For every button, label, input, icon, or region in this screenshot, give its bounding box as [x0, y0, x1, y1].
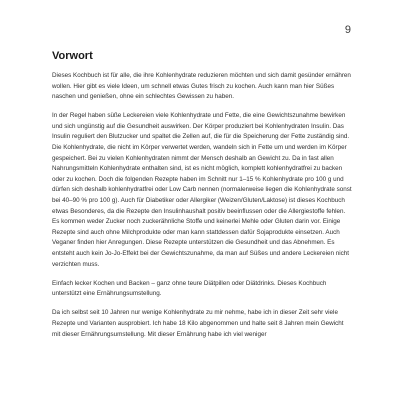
paragraph-intro: Dieses Kochbuch ist für alle, die ihre Kohlenhydrate reduzieren möchten und sich damit gesünder ernähren wollen. Hier gibt es viele Ideen, um schnell etwas Gutes frisch zu kochen. Auch kann man hier Süßes naschen und genießen, ohne ein schlechtes Gewissen zu haben.	[52, 72, 351, 101]
paragraph-carbohydrates: In der Regel haben süße Leckereien viele Kohlenhydrate und Fette, die eine Gewichtszunahme bewirken und sich ungünstig auf die Gesundheit auswirken. Der Körper produziert bei Kohlenhydraten Insulin. Das Insulin reguliert den Blutzucker und spaltet die Zellen auf, die für die Speicherung der Fette zuständig sind. Die Kohlenhydrate, die nicht im Körper verwertet werden, wandeln sich in Fette um und werden im Körper gespeichert. Bei zu vielen Kohlenhydraten nimmt der Mensch deshalb an Gewicht zu. Da in fast allen Nahrungsmitteln Kohlenhydrate enthalten sind, ist es nicht möglich, komplett kohlenhydratfrei zu backen oder zu kochen. Doch die folgenden Rezepte haben im Schnitt nur 1–15 % Kohlenhydrate pro 100 g und dürfen sich deshalb kohlenhydratfrei oder Low Carb nennen (normalerweise liegen die Kohlenhydrate sonst bei 40–90 % pro 100 g). Auch für Diabetiker oder Allergiker (Weizen/Gluten/Laktose) ist dieses Kochbuch etwas Besonderes, da die Rezepte den Insulinhaushalt positiv beeinflussen oder die Allergiestoffe fehlen. Es kommen weder Zucker noch zuckerähnliche Stoffe und keinerlei Mehle oder Gluten darin vor. Einige Rezepte sind auch ohne Milchprodukte oder man kann stattdessen dafür Sojaprodukte einsetzen. Auch Veganer finden hier Anregungen. Diese Rezepte unterstützen die Gesundheit und das Abnehmen. Es entsteht auch kein Jo-Jo-Effekt bei der Gewichtszunahme, da man auf Süßes und andere Leckereien nicht verzichten muss.	[52, 112, 352, 268]
body-text	[52, 71, 352, 349]
section-heading: Vorwort	[52, 50, 93, 62]
paragraph-personal: Da ich selbst seit 10 Jahren nur wenige Kohlenhydrate zu mir nehme, habe ich in dieser Zeit sehr viele Rezepte und Varianten ausprobiert. Ich habe 18 Kilo abgenommen und halte seit 8 Jahren mein Gewicht mit dieser Ernährungsumstellung. Mit dieser Ernährung habe ich viel weniger	[52, 309, 344, 338]
page-number: 9	[344, 24, 351, 36]
paragraph-summary: Einfach lecker Kochen und Backen – ganz ohne teure Diätpillen oder Diätdrinks. Dieses Kochbuch unterstützt eine Ernährungsumstellung.	[52, 279, 327, 298]
